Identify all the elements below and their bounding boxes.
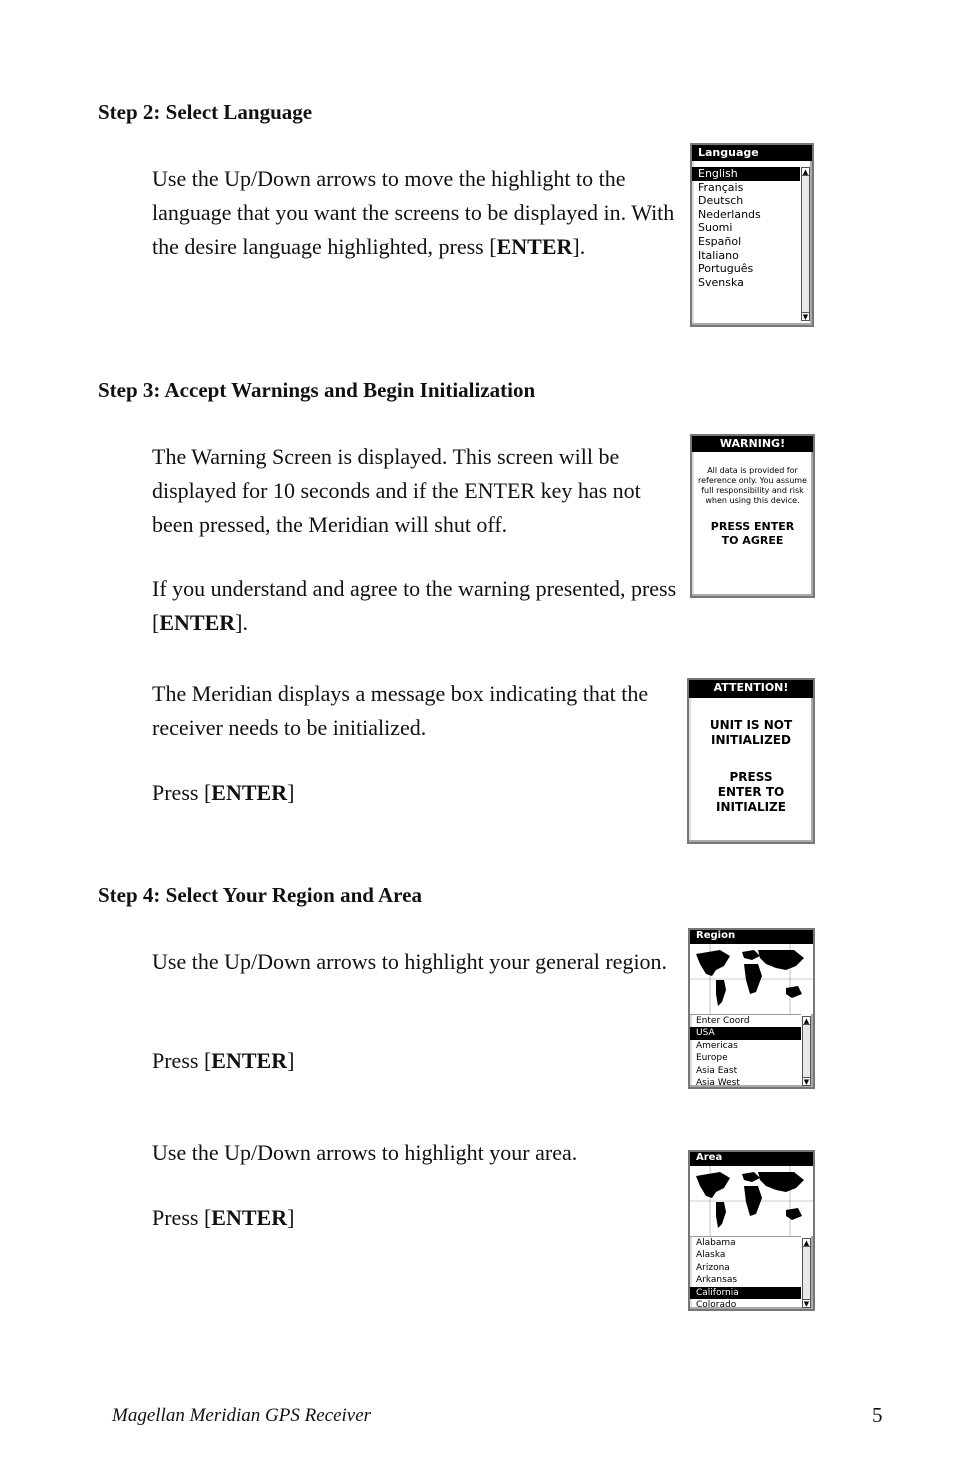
region-screen-title: Region [690, 930, 813, 944]
language-screen [690, 143, 814, 327]
scroll-down-icon[interactable]: ▼ [802, 313, 809, 321]
step4-heading: Step 4: Select Your Region and Area [98, 883, 422, 907]
step4-press-enter-region: Press [ENTER] [152, 1048, 295, 1073]
list-item[interactable]: Americas [696, 1040, 738, 1051]
list-item[interactable]: Colorado [696, 1300, 737, 1311]
page-number: 5 [872, 1403, 883, 1427]
attention-screen [687, 678, 815, 844]
step4-paragraph-region: Use the Up/Down arrows to highlight your general region. [152, 949, 668, 974]
scroll-up-icon[interactable]: ▲ [803, 1017, 810, 1025]
scrollbar[interactable] [802, 1238, 811, 1308]
warning-body: All data is provided for reference only. You assume full responsibility and risk when using this device. [698, 466, 807, 505]
list-item[interactable]: Nederlands [698, 207, 761, 221]
list-item[interactable]: Português [698, 262, 754, 276]
step3-paragraph-agree: If you understand and agree to the warning presented, press [ENTER]. [152, 576, 677, 635]
enter-key: ENTER [496, 234, 573, 259]
list-item[interactable]: Arkansas [696, 1275, 738, 1286]
list-item[interactable]: Deutsch [698, 194, 744, 208]
step2-paragraph: Use the Up/Down arrows to move the highlight to the language that you want the screens to be displayed in. With the desire language highlighted, press [ENTER]. [152, 166, 675, 259]
scroll-down-icon[interactable]: ▼ [803, 1300, 810, 1308]
list-item[interactable]: Europe [696, 1053, 728, 1064]
attention-screen-title: ATTENTION! [689, 680, 813, 698]
list-item[interactable]: Asia East [696, 1065, 738, 1076]
list-item[interactable]: California [690, 1287, 801, 1299]
area-screen-title: Area [690, 1152, 813, 1166]
step2-heading: Step 2: Select Language [98, 100, 313, 124]
region-screen [688, 928, 815, 1089]
warning-prompt: PRESS ENTER TO AGREE [710, 520, 795, 547]
list-item[interactable]: Suomi [698, 221, 733, 235]
list-item[interactable]: USA [690, 1027, 801, 1039]
scrollbar[interactable] [802, 1016, 811, 1086]
list-item[interactable]: Italiano [698, 248, 739, 262]
step3-heading: Step 3: Accept Warnings and Begin Initialization [98, 378, 536, 402]
warning-screen-title: WARNING! [692, 436, 813, 452]
list-item[interactable]: Alaska [696, 1250, 726, 1261]
step4-paragraph-area: Use the Up/Down arrows to highlight your area. [152, 1140, 578, 1165]
list-item[interactable]: English [692, 167, 800, 181]
attention-message: UNIT IS NOT INITIALIZED [709, 718, 793, 747]
enter-key: ENTER [211, 780, 288, 805]
scroll-down-icon[interactable]: ▼ [803, 1078, 810, 1086]
list-item[interactable]: Asia West [696, 1078, 740, 1089]
world-map-icon [690, 944, 813, 1014]
list-item[interactable]: Arizona [696, 1262, 730, 1273]
step3-paragraph-initialize: The Meridian displays a message box indicating that the receiver needs to be initialized. [152, 681, 649, 740]
enter-key: ENTER [159, 610, 236, 635]
step3-press-enter: Press [ENTER] [152, 780, 295, 805]
list-item[interactable]: Enter Coord [696, 1016, 750, 1026]
footer-title: Magellan Meridian GPS Receiver [112, 1405, 372, 1426]
list-item[interactable]: Español [698, 234, 742, 248]
area-list [690, 1236, 801, 1311]
list-item[interactable]: Svenska [698, 275, 744, 289]
region-list [690, 1014, 801, 1089]
scrollbar[interactable] [801, 167, 810, 321]
step4-press-enter-area: Press [ENTER] [152, 1205, 295, 1230]
attention-prompt: PRESS ENTER TO INITIALIZE [716, 770, 786, 814]
scroll-up-icon[interactable]: ▲ [803, 1239, 810, 1247]
enter-key: ENTER [211, 1048, 288, 1073]
language-list [692, 167, 800, 289]
list-item[interactable]: Français [698, 180, 744, 194]
enter-key: ENTER [211, 1205, 288, 1230]
list-item[interactable]: Alabama [696, 1238, 736, 1248]
language-screen-title: Language [692, 145, 812, 161]
warning-screen [690, 434, 815, 598]
scroll-up-icon[interactable]: ▲ [802, 168, 809, 176]
area-screen [688, 1150, 815, 1311]
step3-paragraph-warning: The Warning Screen is displayed. This screen will be displayed for 10 seconds and if the ENTER key has not been pressed, the Meridian will shut off. [152, 444, 641, 537]
world-map-icon [690, 1166, 813, 1236]
